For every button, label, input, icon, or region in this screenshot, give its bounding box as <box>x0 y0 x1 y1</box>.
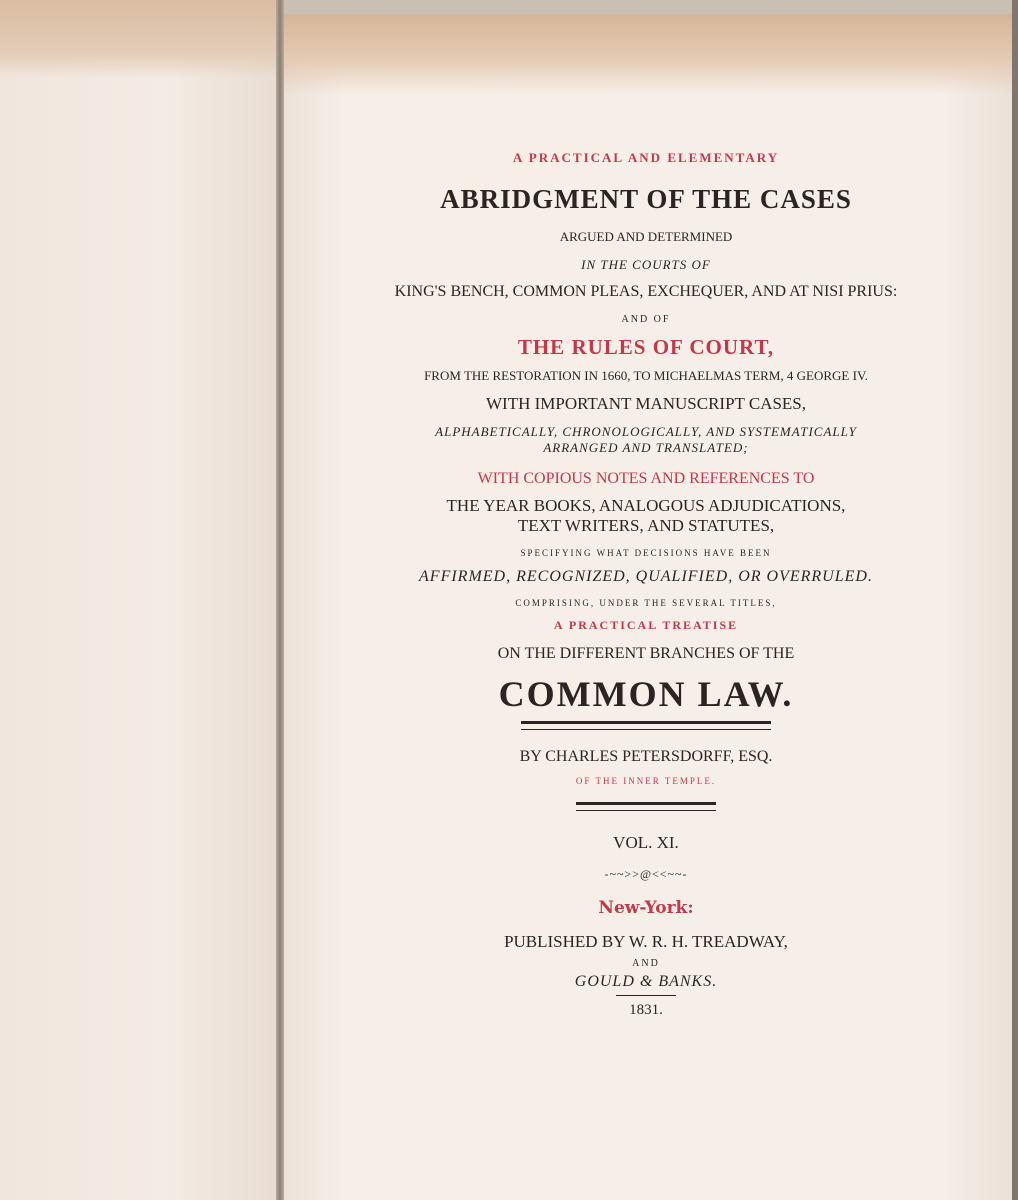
courts-of-line: IN THE COURTS OF <box>581 257 711 272</box>
volume-label: VOL. XI. <box>613 833 679 852</box>
right-page-stain <box>284 14 1014 94</box>
author-line: BY CHARLES PETERSDORFF, ESQ. <box>519 748 773 765</box>
specifying-line: SPECIFYING WHAT DECISIONS HAVE BEEN <box>520 548 772 558</box>
year-books-line: THE YEAR BOOKS, ANALOGOUS ADJUDICATIONS, <box>446 496 846 515</box>
left-page-stain <box>0 0 278 78</box>
publisher-2-line: GOULD & BANKS. <box>574 973 718 990</box>
argued-line: ARGUED AND DETERMINED <box>559 229 733 244</box>
restoration-line: FROM THE RESTORATION IN 1660, TO MICHAELMAS TERM, 4 GEORGE IV. <box>424 368 868 383</box>
book-gutter <box>276 0 284 1200</box>
ornament-divider: -~~>>@<<~~- <box>604 867 688 881</box>
author-affiliation: OF THE INNER TEMPLE. <box>575 776 717 786</box>
arranged-line: ARRANGED AND TRANSLATED; <box>543 440 749 455</box>
text-writers-line: TEXT WRITERS, AND STATUTES, <box>517 516 775 535</box>
place-line: New-York: <box>598 898 694 918</box>
kicker-text: A PRACTICAL AND ELEMENTARY <box>512 150 780 165</box>
page-edge <box>1012 0 1018 1200</box>
publisher-line: PUBLISHED BY W. R. H. TREADWAY, <box>504 932 788 951</box>
comprising-line: COMPRISING, UNDER THE SEVERAL TITLES, <box>515 598 777 608</box>
publisher-and: AND <box>632 958 660 969</box>
rule-upper <box>521 721 771 730</box>
notes-line: WITH COPIOUS NOTES AND REFERENCES TO <box>477 470 815 487</box>
courts-line: KING'S BENCH, COMMON PLEAS, EXCHEQUER, AND AT NISI PRIUS: <box>394 283 898 300</box>
branches-line: ON THE DIFFERENT BRANCHES OF THE <box>497 645 795 662</box>
year-rule <box>616 995 676 996</box>
manuscript-line: WITH IMPORTANT MANUSCRIPT CASES, <box>485 394 807 413</box>
alphabetically-line: ALPHABETICALLY, CHRONOLOGICALLY, AND SYSTEMATICALLY <box>435 424 857 439</box>
common-law-title: COMMON LAW. <box>498 674 794 714</box>
title-page-block <box>306 150 986 1019</box>
treatise-line: A PRACTICAL TREATISE <box>553 618 739 632</box>
affirmed-line: AFFIRMED, RECOGNIZED, QUALIFIED, OR OVERRULED. <box>419 568 873 585</box>
rules-of-court: THE RULES OF COURT, <box>517 335 775 359</box>
left-page <box>0 0 278 1200</box>
main-title: ABRIDGMENT OF THE CASES <box>440 184 852 214</box>
and-of-line: AND OF <box>621 314 671 325</box>
rule-lower <box>576 802 716 811</box>
year-line: 1831. <box>629 1002 663 1018</box>
